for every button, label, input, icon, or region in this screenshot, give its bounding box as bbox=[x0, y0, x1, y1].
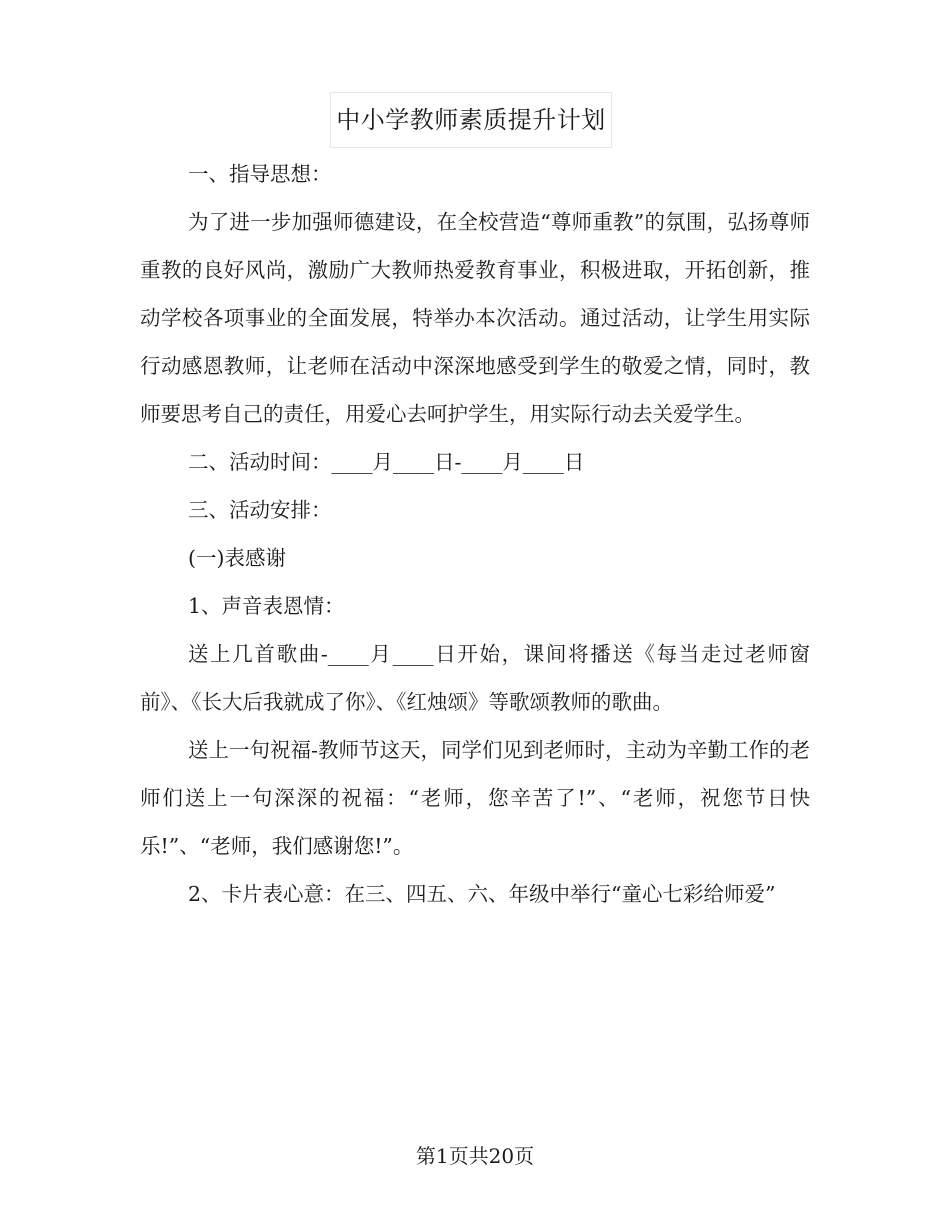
document-title: 中小学教师素质提升计划 bbox=[336, 106, 606, 134]
document-body bbox=[140, 150, 810, 918]
heading-activity-time: 二、活动时间：____月____日-____月____日 bbox=[188, 450, 585, 474]
item-voice-gratitude: 1、声音表恩情： bbox=[188, 594, 345, 618]
paragraph-purpose: 为了进一步加强师德建设，在全校营造“尊师重教”的氛围，弘扬尊师重教的良好风尚，激励广大教师热爱教育事业，积极进取，开拓创新，推动学校各项事业的全面发展，特举办本次活动。通过活动，让学生用实际行动感恩教师，让老师在活动中深深地感受到学生的敬爱之情，同时，教师要思考自己的责任，用爱心去呵护学生，用实际行动去关爱学生。 bbox=[140, 210, 810, 426]
paragraph-blessing: 送上一句祝福-教师节这天，同学们见到老师时，主动为辛勤工作的老师们送上一句深深的祝福：“老师，您辛苦了!”、“老师，祝您节日快乐!”、“老师，我们感谢您!”。 bbox=[140, 738, 810, 858]
heading-activity-arrangement: 三、活动安排： bbox=[188, 498, 332, 522]
heading-guiding-thought: 一、指导思想： bbox=[188, 162, 332, 186]
item-card-message: 2、卡片表心意：在三、四五、六、年级中举行“童心七彩给师爱” bbox=[188, 882, 776, 906]
paragraph-songs: 送上几首歌曲-____月____日开始，课间将播送《每当走过老师窗前》、《长大后我就成了你》、《红烛颂》等歌颂教师的歌曲。 bbox=[140, 642, 810, 714]
subheading-thanks: (一)表感谢 bbox=[188, 546, 286, 570]
page-number-footer: 第1页共20页 bbox=[415, 1144, 535, 1168]
